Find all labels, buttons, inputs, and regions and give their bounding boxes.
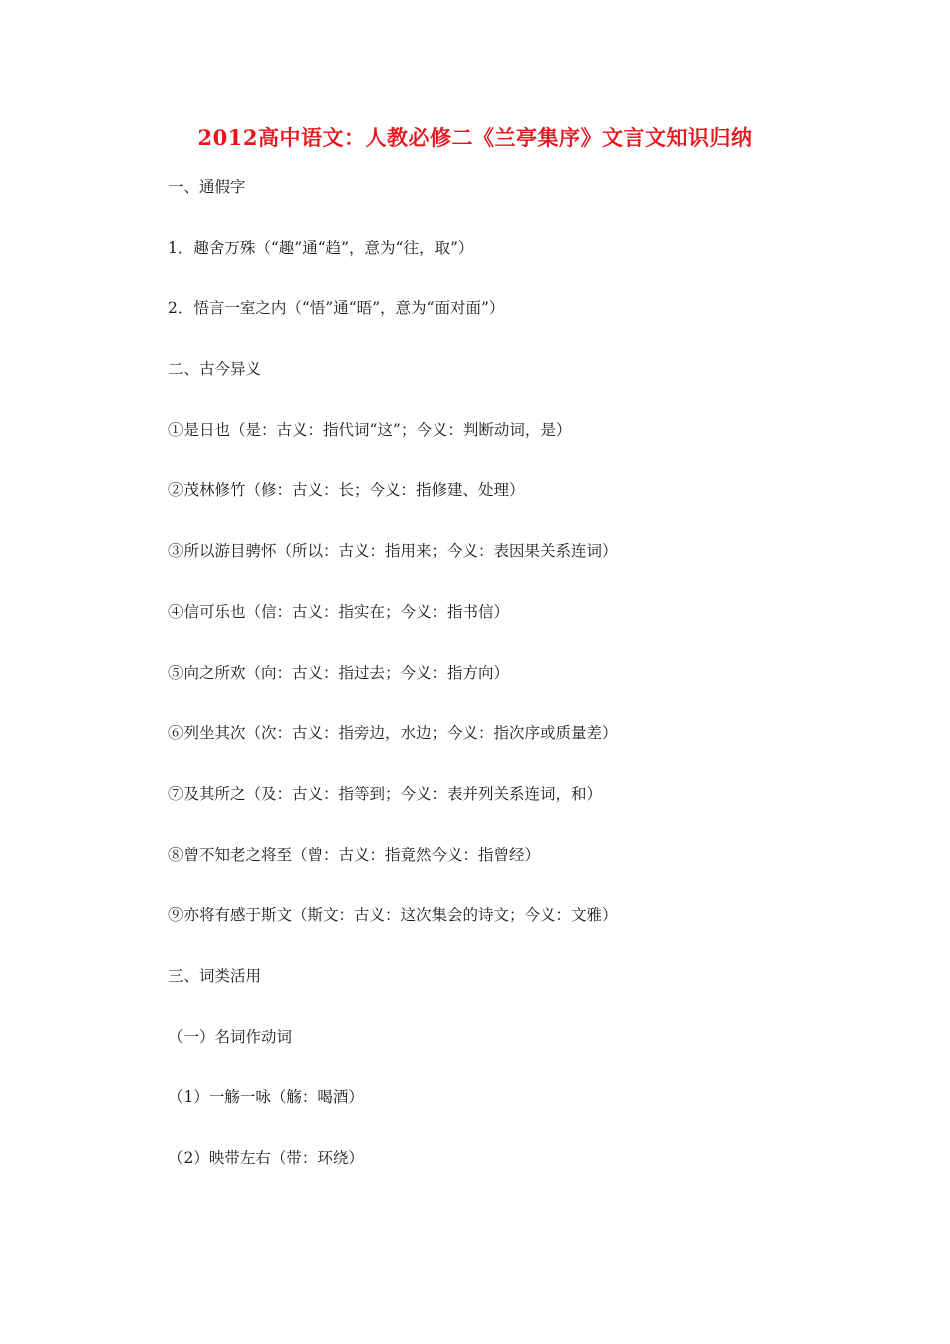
subsection-heading: （一）名词作动词 [168,1027,293,1046]
text-line: ⑤向之所欢（向：古义：指过去；今义：指方向） [168,663,510,682]
text-line: ⑨亦将有感于斯文（斯文：古义：这次集会的诗文；今义：文雅） [168,906,618,925]
text-line: ⑧曾不知老之将至（曾：古义：指竟然今义：指曾经） [168,845,541,864]
text-line: （1）一觞一咏（觞：喝酒） [168,1088,364,1107]
text-line: 1．趣舍万殊（“趣”通“趋”，意为“往，取”） [168,238,474,257]
document-body [168,177,888,1209]
text-line: ⑥列坐其次（次：古义：指旁边，水边；今义：指次序或质量差） [168,724,618,743]
text-line: ⑦及其所之（及：古义：指等到；今义：表并列关系连词，和） [168,784,603,803]
text-line: ③所以游目骋怀（所以：古义：指用来；今义：表因果关系连词） [168,542,618,561]
section-heading-tongjiazi: 一、通假字 [168,178,246,196]
section-heading-cileihuoyong: 三、词类活用 [168,966,262,985]
text-line: ④信可乐也（信：古义：指实在；今义：指书信） [168,602,510,621]
text-line: ②茂林修竹（修：古义：长；今义：指修建、处理） [168,481,525,500]
document-title: 2012高中语文：人教必修二《兰亭集序》文言文知识归纳 [197,125,753,150]
text-line: 2．悟言一室之内（“悟”通“晤”，意为“面对面”） [168,299,505,318]
text-line: （2）映带左右（带：环绕） [168,1149,364,1167]
text-line: ①是日也（是：古义：指代词“这”；今义：判断动词，是） [168,420,572,439]
section-heading-gujinyiyi: 二、古今异义 [168,360,262,379]
